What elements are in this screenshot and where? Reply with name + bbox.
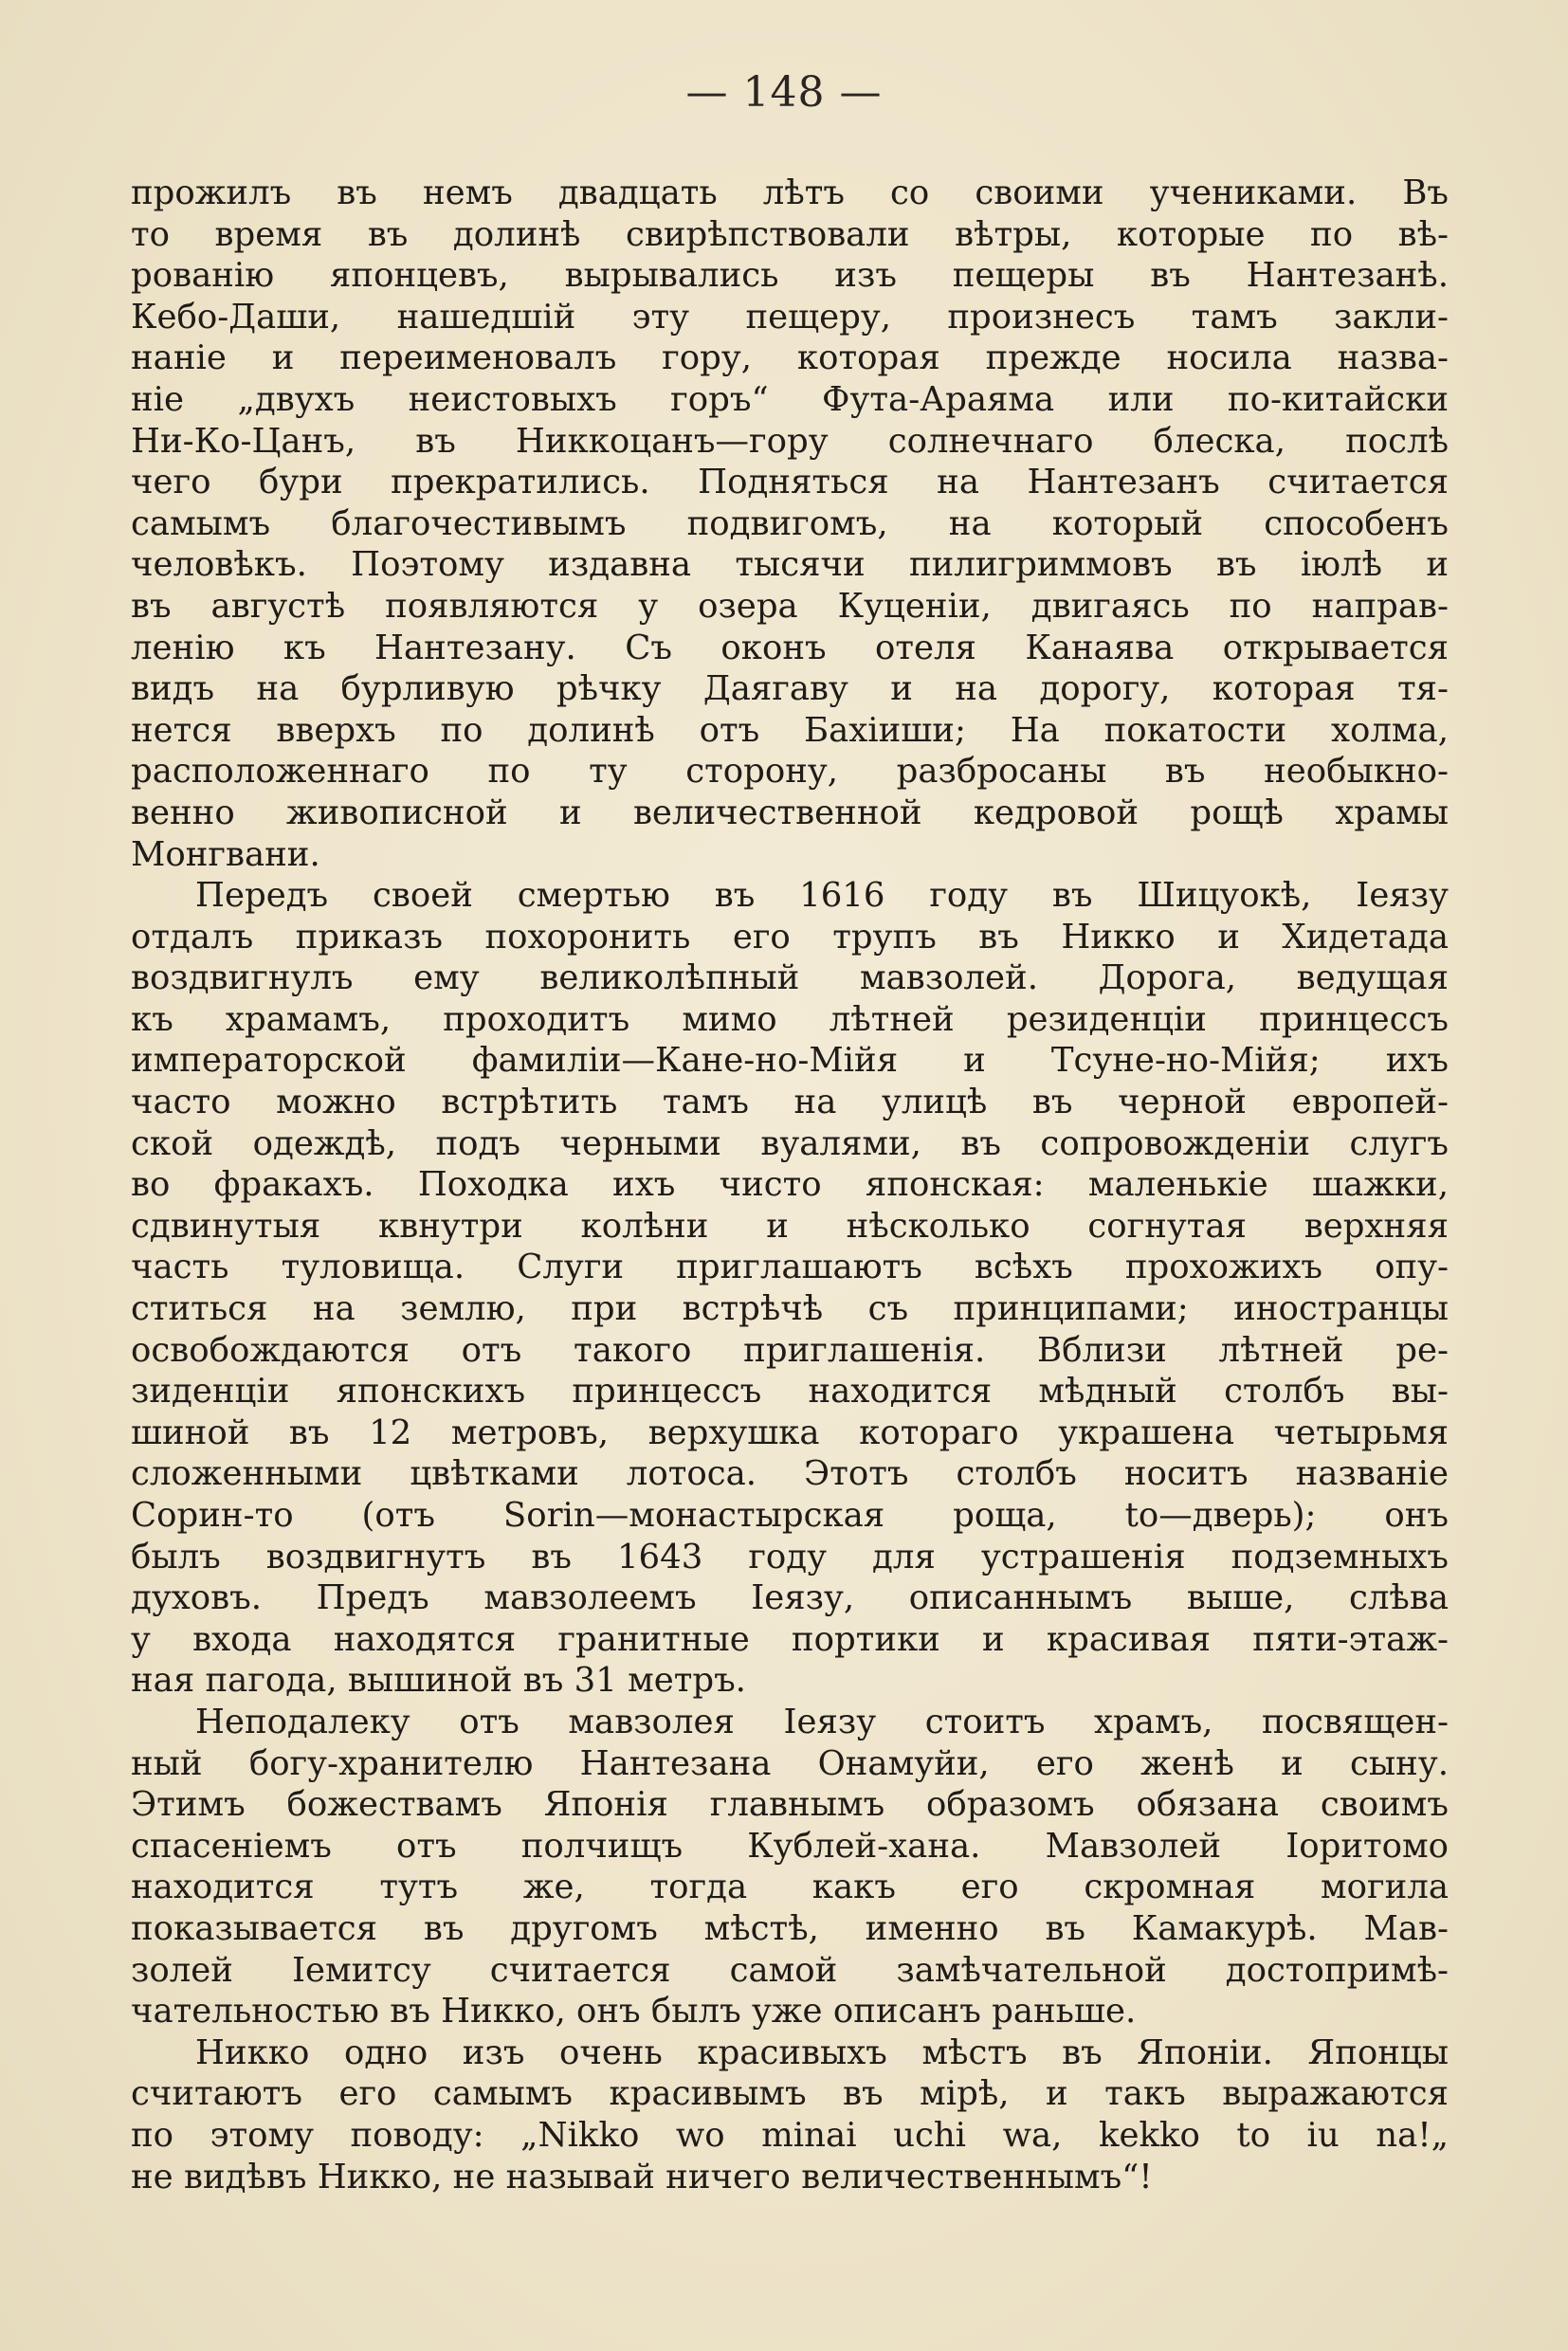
text-line: нется вверхъ по долинѣ отъ Бахіиши; На покатости холма, <box>131 710 1449 750</box>
text-line: въ августѣ появляются у озера Куценіи, двигаясь по направ- <box>131 586 1449 626</box>
text-line: самымъ благочестивымъ подвигомъ, на который способенъ <box>131 503 1449 543</box>
text-line: сложенными цвѣтками лотоса. Этотъ столбъ носитъ названіе <box>131 1454 1449 1494</box>
text-line: Никко одно изъ очень красивыхъ мѣстъ въ Японіи. Японцы <box>195 2032 1449 2072</box>
text-line: шиной въ 12 метровъ, верхушка котораго украшена четырьмя <box>131 1412 1449 1452</box>
text-line: прожилъ въ немъ двадцать лѣтъ со своими учениками. Въ <box>131 173 1449 212</box>
text-line: не видѣвъ Никко, не называй ничего величественнымъ“! <box>131 2157 1153 2196</box>
text-line: часть туловища. Слуги приглашаютъ всѣхъ прохожихъ опу- <box>131 1248 1449 1287</box>
text-line: чательностью въ Никко, онъ былъ уже описанъ раньше. <box>131 1992 1137 2032</box>
text-line: ный богу-хранителю Нантезана Онамуйи, его женѣ и сыну. <box>131 1743 1449 1783</box>
text-line: ститься на землю, при встрѣчѣ съ принципами; иностранцы <box>131 1289 1449 1329</box>
text-line: то время въ долинѣ свирѣпствовали вѣтры, которые по вѣ- <box>131 214 1449 254</box>
text-line: сдвинутыя квнутри колѣни и нѣсколько согнутая верхняя <box>131 1206 1449 1246</box>
page-number: — 148 — <box>685 68 883 117</box>
paragraph <box>131 1702 1449 2032</box>
text-line: расположеннаго по ту сторону, разбросаны въ необыкно- <box>131 752 1449 792</box>
text-line: Передъ своей смертью въ 1616 году въ Шицуокѣ, Іеязу <box>195 876 1449 916</box>
paragraph <box>131 173 1449 875</box>
text-line: наніе и переименовалъ гору, которая прежде носила назва- <box>131 338 1449 378</box>
text-line: императорской фамиліи—Кане-но-Мійя и Тсуне-но-Мійя; ихъ <box>131 1041 1449 1081</box>
text-line: воздвигнулъ ему великолѣпный мавзолей. Дорога, ведущая <box>131 958 1449 998</box>
text-line: Монгвани. <box>131 834 320 874</box>
text-line: ная пагода, вышиной въ 31 метръ. <box>131 1661 746 1701</box>
text-line: Кебо-Даши, нашедшій эту пещеру, произнесъ тамъ закли- <box>131 297 1449 337</box>
text-line: видъ на бурливую рѣчку Даягаву и на дорогу, которая тя- <box>131 669 1449 709</box>
text-line: Ни-Ко-Цанъ, въ Никкоцанъ—гору солнечнаго блеска, послѣ <box>131 421 1449 461</box>
text-line: былъ воздвигнутъ въ 1643 году для устрашенія подземныхъ <box>131 1537 1449 1576</box>
text-line: во фракахъ. Походка ихъ чисто японская: маленькіе шажки, <box>131 1165 1449 1205</box>
text-line: рованію японцевъ, вырывались изъ пещеры въ Нантезанѣ. <box>131 256 1449 296</box>
text-line: зиденціи японскихъ принцессъ находится мѣдный столбъ вы- <box>131 1372 1449 1412</box>
text-line: Сорин-то (отъ Sorin—монастырская роща, to—дверь); онъ <box>131 1496 1449 1535</box>
text-line: чего бури прекратились. Подняться на Нантезанъ считается <box>131 463 1449 502</box>
text-line: у входа находятся гранитные портики и красивая пяти-этаж- <box>131 1619 1449 1659</box>
text-line: Неподалеку отъ мавзолея Іеязу стоитъ храмъ, посвящен- <box>195 1702 1449 1741</box>
paragraph <box>131 2032 1449 2197</box>
text-line: золей Іемитсу считается самой замѣчательной достопримѣ- <box>131 1950 1449 1990</box>
text-line: Этимъ божествамъ Японія главнымъ образомъ обязана своимъ <box>131 1785 1449 1825</box>
text-line: освобождаются отъ такого приглашенія. Вблизи лѣтней ре- <box>131 1330 1449 1370</box>
text-line: венно живописной и величественной кедровой рощѣ храмы <box>131 793 1449 832</box>
text-line: по этому поводу: „Nikko wo minai uchi wa, kekko to iu na!„ <box>131 2115 1449 2155</box>
text-line: человѣкъ. Поэтому издавна тысячи пилигриммовъ въ іюлѣ и <box>131 545 1449 585</box>
text-line: духовъ. Предъ мавзолеемъ Іеязу, описаннымъ выше, слѣва <box>131 1578 1449 1618</box>
text-line: отдалъ приказъ похоронить его трупъ въ Никко и Хидетада <box>131 917 1449 957</box>
text-line: находится тутъ же, тогда какъ его скромная могила <box>131 1868 1449 1907</box>
text-line: показывается въ другомъ мѣстѣ, именно въ Камакурѣ. Мав- <box>131 1908 1449 1948</box>
text-line: ской одеждѣ, подъ черными вуалями, въ сопровожденіи слугъ <box>131 1123 1449 1163</box>
text-line: ніе „двухъ неистовыхъ горъ“ Фута-Араяма или по-китайски <box>131 379 1449 419</box>
text-line: считаютъ его самымъ красивымъ въ мірѣ, и такъ выражаются <box>131 2074 1449 2114</box>
text-line: ленію къ Нантезану. Съ оконъ отеля Канаява открывается <box>131 628 1449 667</box>
text-body <box>131 173 1449 2197</box>
text-line: спасеніемъ отъ полчищъ Кублей-хана. Мавзолей Іоритомо <box>131 1826 1449 1866</box>
text-line: къ храмамъ, проходитъ мимо лѣтней резиденціи принцессъ <box>131 999 1449 1039</box>
text-line: часто можно встрѣтить тамъ на улицѣ въ черной европей- <box>131 1083 1449 1122</box>
paragraph <box>131 875 1449 1702</box>
